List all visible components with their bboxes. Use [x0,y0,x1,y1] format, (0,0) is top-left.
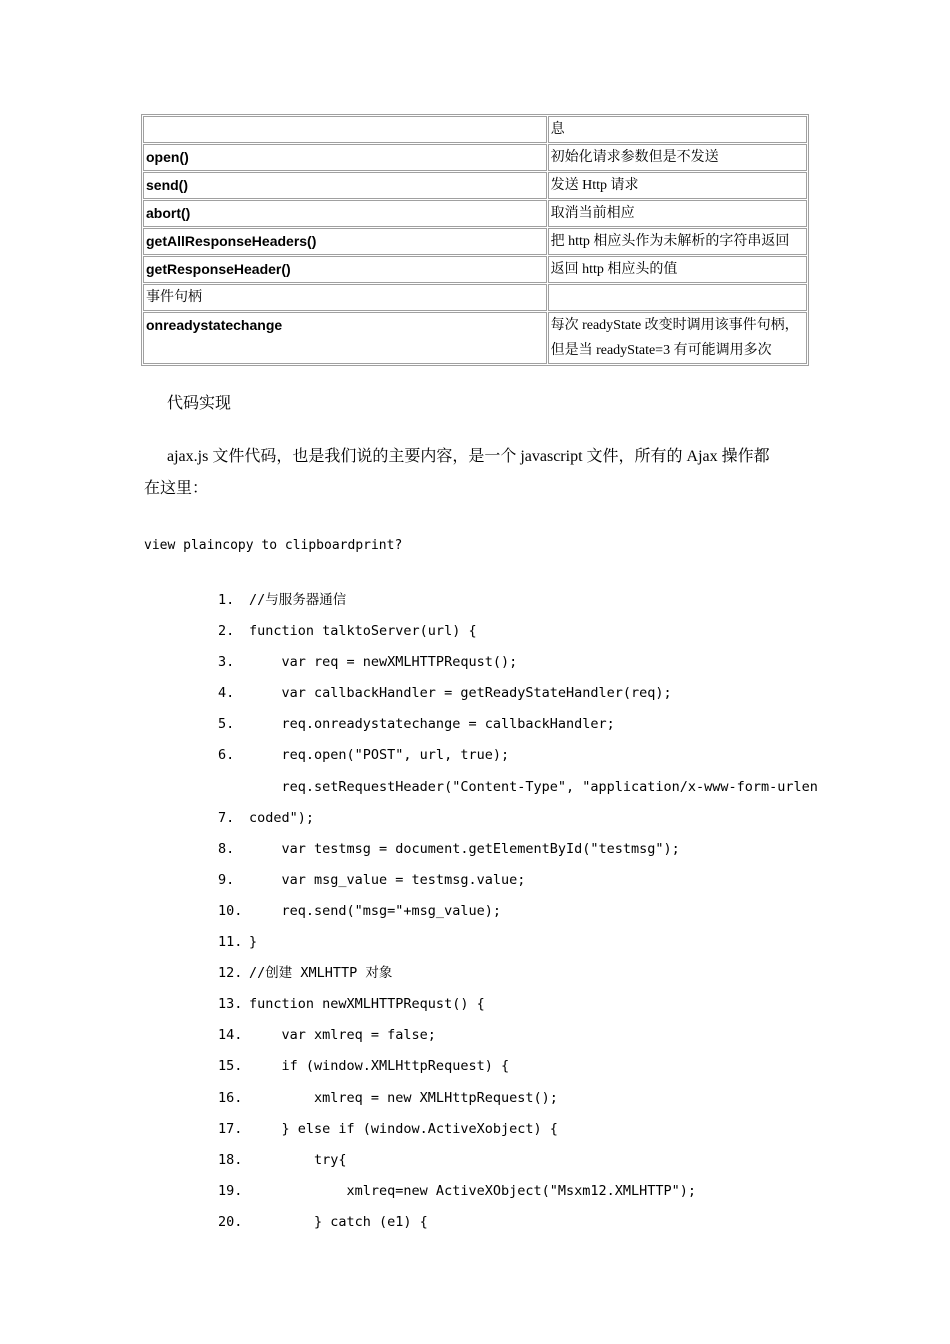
intro-line-text: ajax.js 文件代码，也是我们说的主要内容，是一个 javascript 文件，所有的 Ajax 操作都 [167,448,770,465]
table-row [143,228,807,255]
code-line [218,1207,818,1238]
code-text: function talktoServer(url) { [249,623,477,640]
line-number: 14. [218,1027,243,1044]
table-row [143,116,807,143]
method-cell: abort() [143,200,547,227]
code-line [218,896,818,927]
code-line [218,989,818,1020]
code-line [218,1145,818,1176]
code-line [218,865,818,896]
line-number: 2. [218,623,235,640]
table-row [143,312,807,364]
code-text: req.onreadystatechange = callbackHandler; [249,716,615,733]
line-number: 8. [218,840,235,857]
line-number: 11. [218,934,243,951]
line-number: 17. [218,1120,243,1137]
line-number: 5. [218,716,235,733]
line-number: 3. [218,654,235,671]
table-row [143,284,807,311]
code-text: var req = newXMLHTTPRequst(); [249,654,518,671]
table-row [143,144,807,171]
code-text: xmlreq=new ActiveXObject("Msxm12.XMLHTTP"); [249,1182,697,1199]
code-text: var testmsg = document.getElementById("testmsg"); [249,840,680,857]
code-line [218,1083,818,1114]
description-line: 但是当 readyState=3 有可能调用多次 [550,343,772,358]
line-number: 19. [218,1182,243,1199]
code-text: req.setRequestHeader("Content-Type", "application/x-www-form-urlen [249,778,818,795]
code-text: } [249,934,258,951]
description-cell [548,284,807,311]
line-number: 16. [218,1089,243,1106]
line-number: 13. [218,996,243,1013]
description-cell: 初始化请求参数但是不发送 [548,144,807,171]
description-cell: 息 [548,116,807,143]
table-row [143,200,807,227]
code-line [218,616,818,647]
intro-paragraph [144,441,809,505]
code-line [218,1020,818,1051]
line-number: 6. [218,747,235,764]
line-number: 15. [218,1058,243,1075]
xmlhttprequest-methods-table [141,114,809,366]
line-number: 1. [218,592,235,608]
code-line [218,1176,818,1207]
code-line [218,709,818,740]
line-number: 12. [218,965,243,982]
code-line [218,678,818,709]
line-number: 10. [218,902,243,919]
line-number: 18. [218,1151,243,1168]
intro-line [144,441,809,473]
code-text: //与服务器通信 [249,592,347,608]
description-cell: 返回 http 相应头的值 [548,256,807,283]
code-line [218,647,818,678]
code-text: try{ [249,1151,347,1168]
code-line [218,772,818,834]
line-number: 7. [218,809,235,826]
code-line [218,740,818,771]
section-heading-text: 代码实现 [167,395,232,412]
code-text: } catch (e1) { [249,1213,428,1230]
line-number: 20. [218,1213,243,1230]
method-cell [143,116,547,143]
method-cell: getResponseHeader() [143,256,547,283]
method-cell: open() [143,144,547,171]
code-line [218,958,818,989]
code-line [218,585,818,616]
method-cell: getAllResponseHeaders() [143,228,547,255]
method-cell: send() [143,172,547,199]
code-text: } else if (window.ActiveXobject) { [249,1120,558,1137]
section-heading [144,388,809,420]
event-handler-header-cell: 事件句柄 [143,284,547,311]
description-line: 每次 readyState 改变时调用该事件句柄， [550,318,799,333]
code-text: req.send("msg="+msg_value); [249,902,501,919]
description-cell: 取消当前相应 [548,200,807,227]
code-text: if (window.XMLHttpRequest) { [249,1058,510,1075]
code-text: function newXMLHTTPRequst() { [249,996,485,1013]
line-number: 4. [218,685,235,702]
code-text: xmlreq = new XMLHttpRequest(); [249,1089,558,1106]
code-text: //创建 XMLHTTP 对象 [249,965,393,982]
code-line [218,1114,818,1145]
code-line [218,1051,818,1082]
code-listing [218,585,818,1238]
code-text: var msg_value = testmsg.value; [249,871,526,888]
code-text: var callbackHandler = getReadyStateHandler(req); [249,685,672,702]
description-cell: 把 http 相应头作为未解析的字符串返回 [548,228,807,255]
method-cell: onreadystatechange [143,312,547,364]
table-row [143,256,807,283]
code-line [218,927,818,958]
code-line [218,834,818,865]
code-text-continuation: coded"); [249,809,315,826]
table-row [143,172,807,199]
line-number: 9. [218,871,235,888]
intro-line: 在这里： [144,480,209,497]
code-toolbar[interactable]: view plaincopy to clipboardprint? [144,538,403,553]
description-cell [548,312,807,364]
code-text: var xmlreq = false; [249,1027,436,1044]
code-text: req.open("POST", url, true); [249,747,510,764]
description-cell: 发送 Http 请求 [548,172,807,199]
